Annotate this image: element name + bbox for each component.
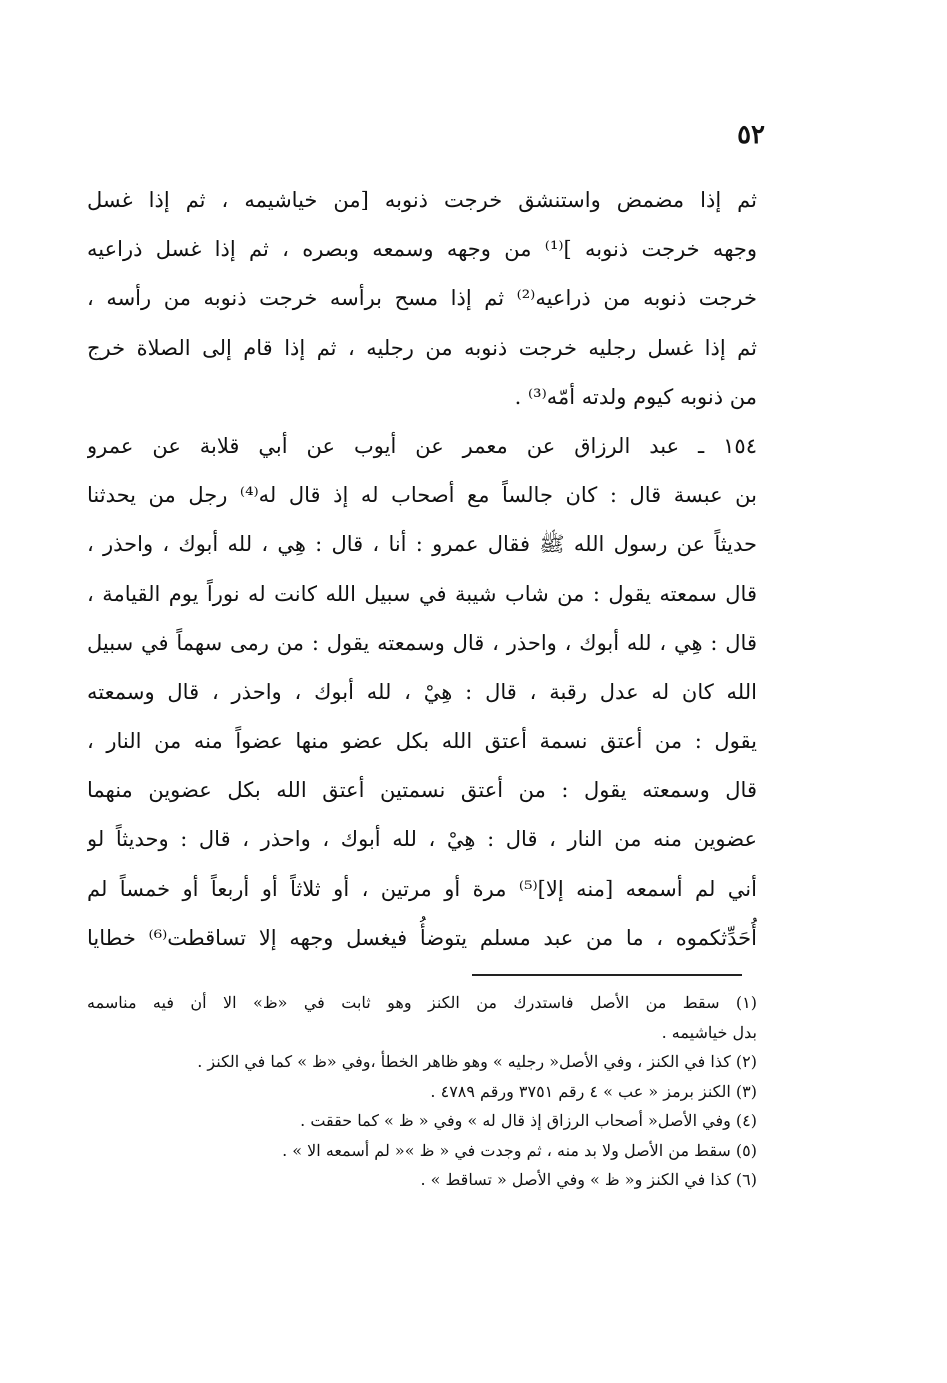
body-line: بن عبسة قال : كان جالساً مع أصحاب له إذ قال له⁽⁴⁾ رجل من يحدثنا [87, 483, 757, 508]
footnote-3: (٣) الكنز برمز « عب » ٤ رقم ٣٧٥١ ورقم ٤٧٨٩ . [430, 1081, 757, 1101]
footnotes [87, 988, 757, 1195]
body-line: ثم إذا غسل رجليه خرجت ذنوبه من رجليه ، ثم إذا قام إلى الصلاة خرج [87, 335, 757, 360]
body-line: قال : هِي ، لله أبوك ، واحذر ، قال وسمعته يقول : من رمى سهماً في سبيل [87, 630, 757, 655]
footnote-1-continued: بدل خياشيمه . [661, 1022, 757, 1042]
hadith-154-line: ١٥٤ ـ عبد الرزاق عن معمر عن أيوب عن أبي قلابة عن عمرو [87, 433, 757, 458]
body-line: من ذنوبه كيوم ولدته أمّه⁽³⁾ . [514, 384, 757, 409]
body-line: أُحَدِّثكموه ، ما من عبد مسلم يتوضأُ فيغسل وجهه إلا تساقطت⁽⁶⁾ خطايا [87, 925, 757, 950]
footnote-6: (٦) كذا في الكنز و« ظ » وفي الأصل « تساقط » . [420, 1170, 757, 1189]
body-line: ثم إذا مضمض واستنشق خرجت ذنوبه [من خياشيمه ، ثم إذا غسل [87, 188, 757, 212]
body-line: قال وسمعته يقول : من أعتق نسمتين أعتق الله بكل عضوين منهما [87, 778, 757, 803]
footnote-1: (١) سقط من الأصل فاستدرك من الكنز وهو ثابت في «ظ» الا أن فيه مناسمه [87, 993, 757, 1012]
body-line: حديثاً عن رسول الله ﷺ فقال عمرو : أنا ، قال : هِي ، لله أبوك ، واحذر ، [87, 532, 757, 557]
body-line: وجهه خرجت ذنوبه ]⁽¹⁾ من وجهه وسمعه وبصره ، ثم إذا غسل ذراعيه [87, 237, 757, 262]
body-line: الله كان له عدل رقبة ، قال : هِيْ ، لله أبوك ، واحذر ، قال وسمعته [87, 679, 757, 704]
body-line: عضوين منه من النار ، قال : هِيْ ، لله أبوك ، واحذر ، قال : وحديثاً لو [87, 827, 757, 852]
footnote-2: (٢) كذا في الكنز ، وفي الأصل« رجليه » وهو ظاهر الخطأ ،وفي «ظ » كما في الكنز . [197, 1052, 757, 1071]
body-line: يقول : من أعتق نسمة أعتق الله بكل عضو منها عضواً منه من النار ، [87, 729, 757, 754]
body-line: قال سمعته يقول : من شاب شيبة في سبيل الله كانت له نوراً يوم القيامة ، [87, 581, 757, 606]
body-line: خرجت ذنوبه من ذراعيه⁽²⁾ ثم إذا مسح برأسه خرجت ذنوبه من رأسه ، [87, 286, 757, 311]
body-line: أني لم أسمعه [منه إلا]⁽⁵⁾ مرة أو مرتين ، أو ثلاثاً أو أربعاً أو خمساً لم [87, 876, 757, 901]
footnote-5: (٥) سقط من الأصل ولا بد منه ، ثم وجدت في « ظ »« لم أسمعه الا » . [282, 1140, 757, 1160]
footnote-4: (٤) وفي الأصل« أصحاب الرزاق إذ قال له » وفي « ظ » كما حققت . [300, 1111, 757, 1130]
page-number: ٥٢ [737, 120, 765, 150]
footnote-separator [472, 974, 742, 976]
body-text [87, 176, 757, 963]
